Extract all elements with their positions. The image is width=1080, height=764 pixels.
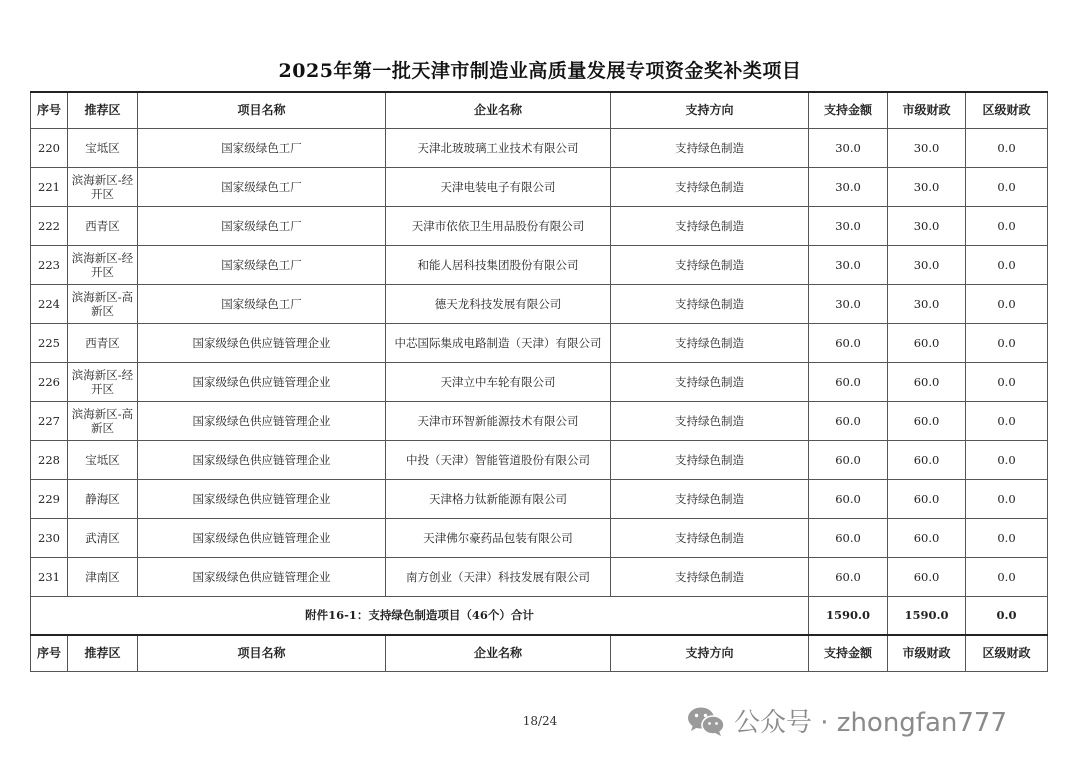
subtotal-label: 附件16-1：支持绿色制造项目（46个）合计 [31, 596, 809, 635]
cell-company: 和能人居科技集团股份有限公司 [386, 245, 611, 284]
col-header-amount: 支持金额 [809, 635, 888, 671]
subtotal-district-fund: 0.0 [966, 596, 1048, 635]
cell-city-fund: 60.0 [888, 401, 966, 440]
cell-district: 津南区 [68, 557, 138, 596]
cell-city-fund: 60.0 [888, 323, 966, 362]
cell-district-fund: 0.0 [966, 479, 1048, 518]
col-header-project: 项目名称 [138, 635, 386, 671]
cell-index: 221 [31, 167, 68, 206]
cell-project: 国家级绿色供应链管理企业 [138, 479, 386, 518]
cell-amount: 30.0 [809, 206, 888, 245]
cell-project: 国家级绿色工厂 [138, 206, 386, 245]
col-header-index: 序号 [31, 635, 68, 671]
cell-index: 230 [31, 518, 68, 557]
cell-district: 武清区 [68, 518, 138, 557]
cell-city-fund: 60.0 [888, 362, 966, 401]
table-row [31, 557, 1048, 596]
cell-direction: 支持绿色制造 [611, 479, 809, 518]
col-header-amount: 支持金额 [809, 92, 888, 128]
cell-city-fund: 30.0 [888, 284, 966, 323]
cell-direction: 支持绿色制造 [611, 557, 809, 596]
cell-amount: 60.0 [809, 323, 888, 362]
cell-project: 国家级绿色供应链管理企业 [138, 401, 386, 440]
cell-company: 天津北玻玻璃工业技术有限公司 [386, 128, 611, 167]
document-title: 2025年第一批天津市制造业高质量发展专项资金奖补类项目 [278, 60, 802, 82]
cell-direction: 支持绿色制造 [611, 362, 809, 401]
watermark [686, 702, 1007, 739]
cell-district: 宝坻区 [68, 128, 138, 167]
col-header-direction: 支持方向 [611, 92, 809, 128]
cell-project: 国家级绿色供应链管理企业 [138, 362, 386, 401]
cell-index: 224 [31, 284, 68, 323]
cell-amount: 30.0 [809, 245, 888, 284]
cell-district-fund: 0.0 [966, 518, 1048, 557]
cell-district: 滨海新区-高新区 [68, 401, 138, 440]
cell-city-fund: 30.0 [888, 245, 966, 284]
col-header-project: 项目名称 [138, 92, 386, 128]
cell-index: 222 [31, 206, 68, 245]
cell-district: 宝坻区 [68, 440, 138, 479]
cell-project: 国家级绿色工厂 [138, 284, 386, 323]
table-row [31, 479, 1048, 518]
col-header-company: 企业名称 [386, 92, 611, 128]
cell-district: 西青区 [68, 206, 138, 245]
cell-district-fund: 0.0 [966, 401, 1048, 440]
table-row [31, 206, 1048, 245]
cell-city-fund: 30.0 [888, 128, 966, 167]
cell-company: 德天龙科技发展有限公司 [386, 284, 611, 323]
cell-district: 西青区 [68, 323, 138, 362]
cell-company: 天津市依依卫生用品股份有限公司 [386, 206, 611, 245]
cell-district-fund: 0.0 [966, 128, 1048, 167]
cell-company: 南方创业（天津）科技发展有限公司 [386, 557, 611, 596]
cell-project: 国家级绿色供应链管理企业 [138, 557, 386, 596]
cell-index: 223 [31, 245, 68, 284]
col-header-company: 企业名称 [386, 635, 611, 671]
cell-company: 天津格力钛新能源有限公司 [386, 479, 611, 518]
cell-direction: 支持绿色制造 [611, 206, 809, 245]
cell-amount: 30.0 [809, 128, 888, 167]
cell-district: 滨海新区-高新区 [68, 284, 138, 323]
table-row [31, 323, 1048, 362]
cell-amount: 60.0 [809, 479, 888, 518]
cell-project: 国家级绿色工厂 [138, 128, 386, 167]
cell-company: 中投（天津）智能管道股份有限公司 [386, 440, 611, 479]
cell-amount: 60.0 [809, 440, 888, 479]
table-header-row [31, 635, 1048, 671]
cell-district-fund: 0.0 [966, 557, 1048, 596]
subtotal-amount: 1590.0 [809, 596, 888, 635]
table-row [31, 284, 1048, 323]
col-header-district-fund: 区级财政 [966, 635, 1048, 671]
cell-amount: 60.0 [809, 401, 888, 440]
page-number: 18/24 [522, 714, 558, 728]
table-row [31, 245, 1048, 284]
cell-city-fund: 60.0 [888, 518, 966, 557]
cell-index: 231 [31, 557, 68, 596]
cell-district: 滨海新区-经开区 [68, 245, 138, 284]
cell-project: 国家级绿色供应链管理企业 [138, 323, 386, 362]
table-row [31, 401, 1048, 440]
cell-company: 天津立中车轮有限公司 [386, 362, 611, 401]
cell-amount: 30.0 [809, 167, 888, 206]
cell-district: 滨海新区-经开区 [68, 167, 138, 206]
cell-company: 天津市环智新能源技术有限公司 [386, 401, 611, 440]
cell-amount: 60.0 [809, 362, 888, 401]
cell-district-fund: 0.0 [966, 206, 1048, 245]
cell-index: 220 [31, 128, 68, 167]
cell-city-fund: 60.0 [888, 440, 966, 479]
cell-project: 国家级绿色供应链管理企业 [138, 518, 386, 557]
col-header-city-fund: 市级财政 [888, 92, 966, 128]
cell-project: 国家级绿色工厂 [138, 245, 386, 284]
cell-amount: 60.0 [809, 518, 888, 557]
col-header-district: 推荐区 [68, 635, 138, 671]
table-row [31, 440, 1048, 479]
cell-project: 国家级绿色工厂 [138, 167, 386, 206]
cell-direction: 支持绿色制造 [611, 128, 809, 167]
cell-index: 226 [31, 362, 68, 401]
cell-company: 天津佛尔豪药品包装有限公司 [386, 518, 611, 557]
cell-index: 229 [31, 479, 68, 518]
col-header-district-fund: 区级财政 [966, 92, 1048, 128]
cell-amount: 30.0 [809, 284, 888, 323]
cell-project: 国家级绿色供应链管理企业 [138, 440, 386, 479]
cell-district-fund: 0.0 [966, 284, 1048, 323]
cell-district-fund: 0.0 [966, 167, 1048, 206]
col-header-district: 推荐区 [68, 92, 138, 128]
table-row [31, 167, 1048, 206]
cell-district: 滨海新区-经开区 [68, 362, 138, 401]
cell-district-fund: 0.0 [966, 362, 1048, 401]
cell-direction: 支持绿色制造 [611, 167, 809, 206]
cell-direction: 支持绿色制造 [611, 518, 809, 557]
cell-direction: 支持绿色制造 [611, 401, 809, 440]
cell-direction: 支持绿色制造 [611, 284, 809, 323]
cell-direction: 支持绿色制造 [611, 245, 809, 284]
cell-index: 228 [31, 440, 68, 479]
cell-company: 天津电装电子有限公司 [386, 167, 611, 206]
cell-company: 中芯国际集成电路制造（天津）有限公司 [386, 323, 611, 362]
col-header-index: 序号 [31, 92, 68, 128]
watermark-text: 公众号 · zhongfan777 [734, 708, 1008, 738]
wechat-icon [686, 705, 726, 737]
cell-district-fund: 0.0 [966, 323, 1048, 362]
subtotal-city-fund: 1590.0 [888, 596, 966, 635]
cell-amount: 60.0 [809, 557, 888, 596]
cell-district-fund: 0.0 [966, 440, 1048, 479]
subtotal-row [31, 596, 1048, 635]
cell-district: 静海区 [68, 479, 138, 518]
table-row [31, 518, 1048, 557]
table-row [31, 362, 1048, 401]
project-table [30, 91, 1048, 672]
cell-city-fund: 30.0 [888, 167, 966, 206]
cell-index: 227 [31, 401, 68, 440]
table-header-row [31, 92, 1048, 128]
cell-city-fund: 60.0 [888, 557, 966, 596]
cell-index: 225 [31, 323, 68, 362]
cell-direction: 支持绿色制造 [611, 323, 809, 362]
col-header-direction: 支持方向 [611, 635, 809, 671]
cell-city-fund: 30.0 [888, 206, 966, 245]
cell-district-fund: 0.0 [966, 245, 1048, 284]
table-row [31, 128, 1048, 167]
cell-direction: 支持绿色制造 [611, 440, 809, 479]
col-header-city-fund: 市级财政 [888, 635, 966, 671]
cell-city-fund: 60.0 [888, 479, 966, 518]
